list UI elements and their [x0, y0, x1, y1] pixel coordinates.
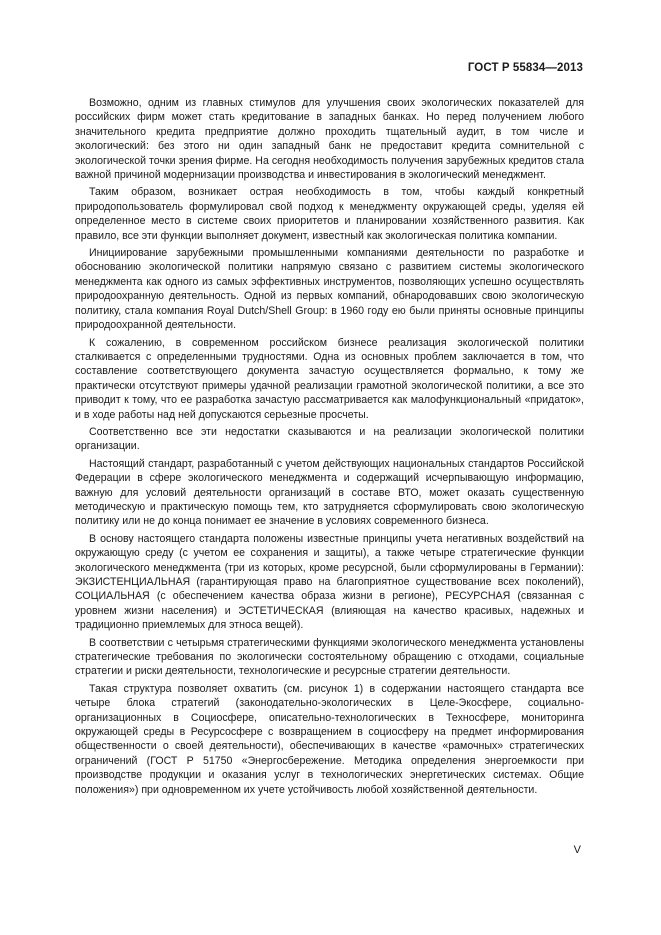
paragraph: Инициирование зарубежными промышленными компаниями деятельности по разработке и обоснованию экологической политики напрямую связано с развитием системы экологического менеджмента как одного из самых эффективных инструментов, позволяющих успешно осуществлять природоохранную деятельность. Одной из первых компаний, обнародовавших свою экологическую политику, стала компания Royal Dutch/Shell Group: в 1960 году ею были приняты основные принципы природоохранной деятельности.	[75, 247, 584, 332]
paragraph: Такая структура позволяет охватить (см. рисунок 1) в содержании настоящего стандарта все четыре блока стратегий (законодательно-экологических в Целе-Экосфере, социально-организационных в Социосфере, описательно-технологических в Техносфере, мониторинга окружающей среды в Ресурсосфере с возвращением в социосферу на предмет информирования общественности о своей деятельности), обеспечивающих в качестве «рамочных» стратегических ограничений (ГОСТ Р 51750 «Энергосбережение. Методика определения энергоемкости при производстве продукции и оказания услуг в технологических энергетических системах. Общие положения») при одновременном их учете устойчивость любой хозяйственной деятельности.	[75, 682, 584, 796]
paragraph: К сожалению, в современном российском бизнесе реализация экологической политики сталкивается с определенными трудностями. Одна из основных проблем заключается в том, что составление соответствующего документа зачастую осуществляется формально, к тому же практически отсутствуют примеры удачной реализации грамотной экологической политики, а все это приводит к тому, что ее разработка зачастую рассматривается как малофункциональный «придаток», и в ходе работы над ней допускаются серьезные просчеты.	[75, 336, 584, 421]
paragraph: В основу настоящего стандарта положены известные принципы учета негативных воздействий на окружающую среду (с учетом ее сохранения и защиты), а также четыре стратегические функции экологического менеджмента (три из которых, кроме ресурсной, были сформулированы в Германии): ЭКЗИСТЕНЦИАЛЬНАЯ (гарантирующая право на благоприятное существование всех поколений), СОЦИАЛЬНАЯ (с обеспечением качества образа жизни в регионе), РЕСУРСНАЯ (связанная с уровнем жизни населения) и ЭСТЕТИЧЕСКАЯ (влияющая на качество красивых, надежных и традиционно приемлемых для этноса вещей).	[75, 532, 584, 632]
paragraph: Таким образом, возникает острая необходимость в том, чтобы каждый конкретный природопользователь формулировал свой подход к менеджменту окружающей среды, уделяя ей определенное место в системе своих приоритетов и планировании хозяйственного развития. Как правило, все эти функции выполняет документ, известный как экологическая политика компании.	[75, 186, 584, 242]
document-body	[75, 96, 584, 800]
paragraph: Возможно, одним из главных стимулов для улучшения своих экологических показателей для российских фирм может стать кредитование в западных банках. Но перед получением любого значительного кредита предприятие должно проходить тщательный аудит, в том числе и экологический: без этого ни один западный банк не предоставит кредита сомнительной с экологической точки зрения фирме. На сегодня необходимость получения зарубежных кредитов стала важной причиной модернизации производства и инвестирования в экологический менеджмент.	[75, 97, 584, 182]
document-header: ГОСТ Р 55834—2013	[467, 62, 583, 74]
page-number: V	[573, 844, 581, 856]
paragraph: В соответствии с четырьмя стратегическими функциями экологического менеджмента установлены стратегические требования по экологически состоятельному обращению с отходами, социальные стратегии и риски деятельности, технологические и ресурсные стратегии деятельности.	[75, 636, 584, 678]
paragraph: Настоящий стандарт, разработанный с учетом действующих национальных стандартов Российской Федерации в сфере экологического менеджмента и содержащий исчерпывающую информацию, важную для условий деятельности организаций в составе ВТО, может оказать существенную методическую и практическую помощь тем, кто затрудняется сформулировать свою экологическую политику или не до конца понимает ее значение в условиях современного бизнеса.	[75, 457, 584, 528]
paragraph: Соответственно все эти недостатки сказываются и на реализации экологической политики организации.	[75, 425, 584, 453]
